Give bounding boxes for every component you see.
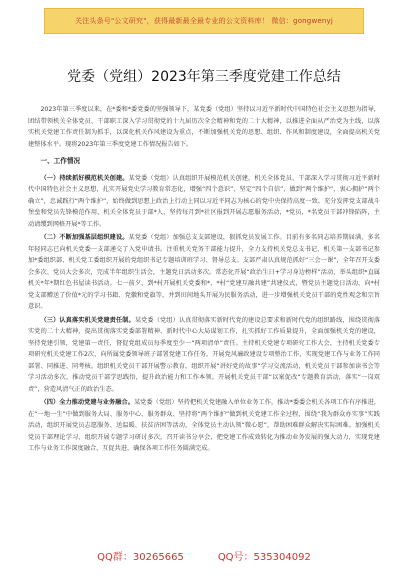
top-banner (44, 8, 364, 34)
body-paragraph (28, 173, 380, 231)
banner-text: 关注头条号"公文研究"，获得最新最全最专业的公文资料库！ 微信：gongwenyj (74, 17, 334, 25)
qq-number-text: QQ号：535304092 (217, 552, 311, 563)
body-paragraph (28, 397, 380, 455)
section-heading: 一、工作情况 (40, 157, 81, 165)
paragraph-text: 某党委（党组）认真贯彻落实新时代党的建设总要求和新时代党的组织路线，围绕贯彻落实党的二十大精神，提出贯彻落实党委部署精神、新时代中心大局谋划工作，扎实抓好工作质量提升，全面加强机关党的建设，坚持党建引领，党建第一责任，督促党组成员每季度至少一“两项清单”责任。主持机关党建专项研究工作大会，主持机关党委专项研究机关党建工作2次，向所属党委领导班子部署党建工作任务，开展党风廉政建设专项整治工作，实现党建工作与业务工作同部署、同推进、同考核。组织机关党员干部开展警示教育，组织开展“讲好党的故事”学习交流活动，机关党员干部参加读书会等学习活动多次，推动党员干部学思践悟，提升政治能力和工作本领。开展机关党员干部“以案促改”专题教育活动，落实“一岗双责”，营造风清气正的政治生态。 (28, 316, 381, 393)
paragraph-lead: （二）不断加强基层组织建设。 (40, 234, 129, 241)
paragraph-lead: （一）持续抓好模范机关创建。 (40, 174, 129, 182)
paragraph-text: 某党委（党组）加强总支支部建设，狠抓党员发展工作。目前有多名同志培养期届满，多名年轻同志已向机关党委一支部递交了入党申请书。注重机关党务干部能力提升，全力支持机关党总支书记、机关第一支部书记参加*委组织部、机关党工委组织开展的党组织书记专题培训班学习、督导总支。支部严肃认真规范抓好“三会一课”，全年召开支委会多次、党员大会多次，完成半年组织生活会，主题党日活动多次。常态化开展“政治生日+学习身边榜样”活动，举头组织*直属机关*年*期红色书屋读书活动。七一前夕，到*村开展机关党委和*、*村“党建互融共建”共建仪式，暨党员主题党日活动，向*村党支部赠送了价值*元的学习书籍、党徽和党旗等，并到田间地头开展为民服务活动，进一步增强机关党员干部的党性观念和宗旨意识。 (28, 234, 380, 310)
paragraph-lead: （四）全力推动党建与业务融合。 (40, 399, 134, 406)
body-paragraph (28, 232, 380, 313)
paragraph-text: 某党委（党组）坚持把机关党建融入单位业务工作，推动*委委会机关各项工作有序推进，在“一地一生”中做到服务大局、服务中心、服务群众、坚持将“两个维护”做到机关党建工作全过程，围绕“我为群众办实事”实践活动，组织开展党员志愿服务、送温暖、扶贫济困等活动，全体党员主动认领“微心愿”，帮助困难群众解决实际困难。加强机关党员干部理论学习，组织开展专题学习研讨多次，召开读书分享会，把党建工作成效转化为推动业务发展的强大动力，实现党建工作与业务工作深度融合、互促共进，确保各项工作任务圆满完成。 (28, 399, 381, 452)
qq-group-text: QQ群：30265665 (97, 552, 184, 563)
contact-footer (0, 548, 408, 564)
document-title: 党委（党组）2023年第三季度党建工作总结 (67, 69, 341, 85)
body-paragraph (28, 315, 380, 396)
intro-paragraph: 2023年第三季度以来，在*委和*委党委的坚强领导下，某党委（党组）坚持以习近平新时代中国特色社会主义思想为指导，团结带领机关全体党员、干部职工深入学习贯彻党的十九届历次全会精神和党的二十大精神，以推进全面从严治党为主线，以落实机关党建工作责任制为抓手，以深化机关作风建设为重点，不断加强机关党的思想、组织、作风和制度建设，全面提高机关党建整体水平。现将2023年第三季度党建工作情况报告如下。 (28, 106, 380, 148)
paragraph-lead: （三）认真落实机关党建责任制。 (40, 316, 135, 324)
paragraph-text: 某党委（党组）认真组织开展模范机关创建，机关全体党员、干部深入学习贯彻习近平新时代中国特色社会主义思想，扎实开展党史学习教育常态化，增强“四个意识”、坚定“四个自信”、做到“两个维护”，衷心拥护“两个确立”，忠诚践行“两个维护”，始终做到思想上政治上行动上同以习近平同志为核心的党中央保持高度一致。充分发挥党支部战斗堡垒和党员先锋模范作用，机关全体党员于部*人，坚持每月到*社区报到开展志愿服务活动，*党员，*名党员干部冲锋陷阵，主动请缨到网格开展*等工作。 (28, 174, 380, 228)
document-body (28, 104, 380, 457)
